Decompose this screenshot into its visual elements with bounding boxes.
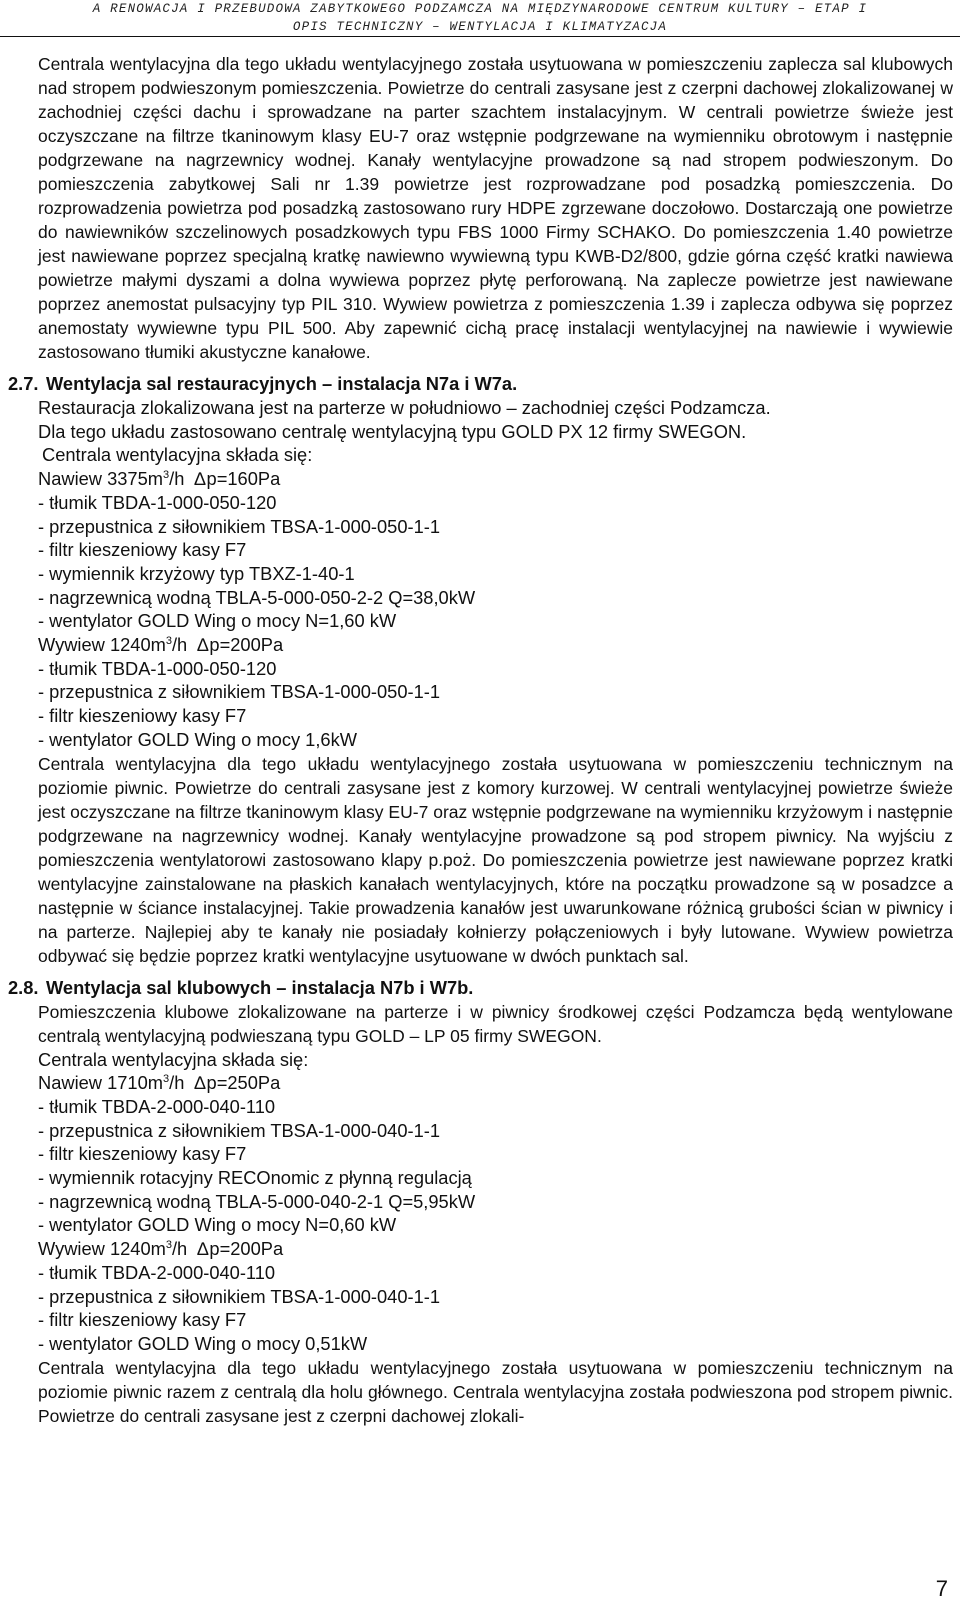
section-2-7-heading <box>8 372 953 396</box>
s27-line-2: Dla tego układu zastosowano centralę wentylacyjną typu GOLD PX 12 firmy SWEGON. <box>38 420 747 442</box>
list-item: - tłumik TBDA-1-000-050-120 <box>38 657 277 679</box>
section-2-8-title: Wentylacja sal klubowych – instalacja N7b i W7b. <box>46 976 474 998</box>
header-line-1: A RENOWACJA I PRZEBUDOWA ZABYTKOWEGO PODZAMCZA NA MIĘDZYNARODOWE CENTRUM KULTURY – ETAP I <box>92 2 868 16</box>
page-header <box>0 0 960 36</box>
s27-supply-sup: 3 <box>162 469 170 482</box>
list-item: - nagrzewnicą wodną TBLA-5-000-040-2-1 Q=5,95kW <box>38 1190 476 1212</box>
section-2-7-title: Wentylacja sal restauracyjnych – instalacja N7a i W7a. <box>46 373 518 394</box>
intro-paragraph: Centrala wentylacyjna dla tego układu wentylacyjnego została usytuowana w pomieszczeniu zaplecza sal klubowych nad stropem podwieszonym pomieszczenia. Powietrze do centrali zasysane jest z czerpni dachowej zlokalizowanej w zachodniej części dachu i sprowadzane na parter szachtem instalacyjnym. W centrali powietrze świeże jest oczyszczane na filtrze tkaninowym klasy EU-7 oraz wstępnie podgrzewane na wymienniku obrotowym i następnie podgrzewane na nagrzewnicy wodnej. Kanały wentylacyjne prowadzone są nad stropem podwieszonym. Do pomieszczenia zabytkowej Sali nr 1.39 powietrze jest rozprowadzane pod posadzką pomieszczenia. Do rozprowadzenia powietrza pod posadzką zastosowano rury HDPE zgrzewane doczołowo. Dostarczają one powietrze do nawiewników szczelinowych posadzkowych typu FBS 1000 Firmy SCHAKO. Do pomieszczenia 1.40 powietrze jest nawiewane poprzez specjalną kratkę nawiewno wywiewną typu KWB-D2/800, gdzie górna część kratki nawiewa powietrze małymi dyszami a dolna wywiewa poprzez płytę perforowaną. Na zaplecze powietrze jest nawiewane poprzez anemostat pulsacyjny typ PIL 310. Wywiew powietrza z pomieszczenia 1.39 i zaplecza odbywa się poprzez anemostaty wywiewne typu PIL 500. Aby zapewnić cichą pracę instalacji wentylacyjnej na nawiewie i wywiewie zastosowano tłumiki akustyczne kanałowe. <box>38 54 953 362</box>
list-item: - tłumik TBDA-2-000-040-110 <box>38 1095 276 1117</box>
s27-supply-dp: p=160Pa <box>206 468 281 490</box>
header-line-2: OPIS TECHNICZNY – WENTYLACJA I KLIMATYZACJA <box>292 20 668 34</box>
s28-exhaust-prefix: Wywiew 1240m <box>38 1238 166 1260</box>
s27-line-1: Restauracja zlokalizowana jest na parterze w południowo – zachodniej części Podzamcza. <box>38 397 771 418</box>
s28-supply-sup: 3 <box>162 1073 170 1086</box>
s28-supply-line <box>38 1071 953 1095</box>
list-item: - wentylator GOLD Wing o mocy N=0,60 kW <box>38 1214 397 1236</box>
section-2-7-number: 2.7. <box>8 373 39 394</box>
list-item: - przepustnica z siłownikiem TBSA-1-000-040-1-1 <box>38 1285 441 1307</box>
s28-supply-prefix: Nawiew 1710m <box>38 1072 163 1094</box>
delta-symbol: ∆ <box>197 1238 209 1260</box>
list-item: - przepustnica z siłownikiem TBSA-1-000-040-1-1 <box>38 1119 441 1141</box>
list-item: - wentylator GOLD Wing o mocy 0,51kW <box>38 1332 368 1354</box>
s27-composition: Centrala wentylacyjna składa się: <box>42 444 313 466</box>
s27-supply-line <box>38 467 953 491</box>
list-item: - wentylator GOLD Wing o mocy 1,6kW <box>38 728 357 750</box>
section-2-8-number: 2.8. <box>8 976 39 998</box>
s27-paragraph: Centrala wentylacyjna dla tego układu wentylacyjnego została usytuowana w pomieszczeniu technicznym na poziomie piwnic. Powietrze do centrali zasysane jest z komory kurzowej. W centrali wentylacyjnej powietrze świeże jest oczyszczane na filtrze tkaninowym klasy EU-7 oraz wstępnie podgrzewane na wymienniku krzyżowym i następnie podgrzewane na nagrzewnicy wodnej. Kanały wentylacyjne prowadzone są pod stropem piwnicy. Na wyjściu z pomieszczenia wentylatorowi zastosowano klapy p.poż. Do pomieszczenia powietrze jest nawiewane poprzez kratki wentylacyjne zainstalowane na płaskich kanałach wentylacyjnych, które na początku prowadzone są w posadzce a następnie w ściance instalacyjnej. Takie prowadzenia kanałów jest uwarunkowane różnicą grubości ścian w piwnicy i na parterze. Najlepiej aby te kanały nie posiadały kołnierzy połączeniowych i były lutowane. Wywiew powietrza odbywać się będzie poprzez kratki wentylacyjne usytuowane w dwóch punktach sal. <box>38 753 953 966</box>
s28-supply-dp: p=250Pa <box>206 1072 281 1094</box>
s28-composition: Centrala wentylacyjna składa się: <box>38 1048 309 1070</box>
list-item: - wentylator GOLD Wing o mocy N=1,60 kW <box>38 610 397 632</box>
s28-exhaust-dp: p=200Pa <box>209 1238 284 1260</box>
s27-exhaust-prefix: Wywiew 1240m <box>38 634 166 656</box>
header-divider <box>0 36 960 37</box>
s27-supply-mid: /h <box>169 468 185 490</box>
list-item: - filtr kieszeniowy kasy F7 <box>38 1143 247 1165</box>
s28-exhaust-sup: 3 <box>165 1239 172 1252</box>
list-item: - wymiennik rotacyjny RECOnomic z płynną regulacją <box>38 1167 472 1189</box>
s27-exhaust-dp: p=200Pa <box>209 634 284 656</box>
s27-exhaust-line <box>38 633 953 657</box>
list-item: - tłumik TBDA-1-000-050-120 <box>38 491 277 513</box>
list-item: - filtr kieszeniowy kasy F7 <box>38 705 247 727</box>
page-number: 7 <box>935 1576 948 1601</box>
list-item: - nagrzewnicą wodną TBLA-5-000-050-2-2 Q=38,0kW <box>38 586 476 608</box>
s27-exhaust-mid: /h <box>171 634 188 656</box>
delta-symbol: ∆ <box>197 634 209 656</box>
s28-supply-mid: /h <box>169 1072 185 1094</box>
list-item: - przepustnica z siłownikiem TBSA-1-000-050-1-1 <box>38 515 441 537</box>
s28-exhaust-line <box>38 1237 953 1261</box>
delta-symbol: ∆ <box>194 468 206 490</box>
list-item: - tłumik TBDA-2-000-040-110 <box>38 1261 276 1283</box>
list-item: - wymiennik krzyżowy typ TBXZ-1-40-1 <box>38 562 355 584</box>
s27-exhaust-sup: 3 <box>165 634 172 647</box>
list-item: - filtr kieszeniowy kasy F7 <box>38 539 247 561</box>
s28-intro: Pomieszczenia klubowe zlokalizowane na parterze i w piwnicy środkowej części Podzamcza będą wentylowane centralą wentylacyjną podwieszaną typu GOLD – LP 05 firmy SWEGON. <box>38 1001 953 1046</box>
delta-symbol: ∆ <box>194 1072 206 1094</box>
s28-exhaust-mid: /h <box>171 1238 188 1260</box>
list-item: - przepustnica z siłownikiem TBSA-1-000-050-1-1 <box>38 681 441 703</box>
s28-paragraph: Centrala wentylacyjna dla tego układu wentylacyjnego została usytuowana w pomieszczeniu technicznym na poziomie piwnic razem z centralą dla holu głównego. Centrala wentylacyjna została podwieszona pod stropem piwnic. Powietrze do centrali zasysane jest z czerpni dachowej zlokali- <box>38 1357 953 1426</box>
list-item: - filtr kieszeniowy kasy F7 <box>38 1309 247 1331</box>
document-body <box>8 52 953 1428</box>
section-2-8-heading <box>8 976 953 1000</box>
s27-supply-prefix: Nawiew 3375m <box>38 468 163 490</box>
